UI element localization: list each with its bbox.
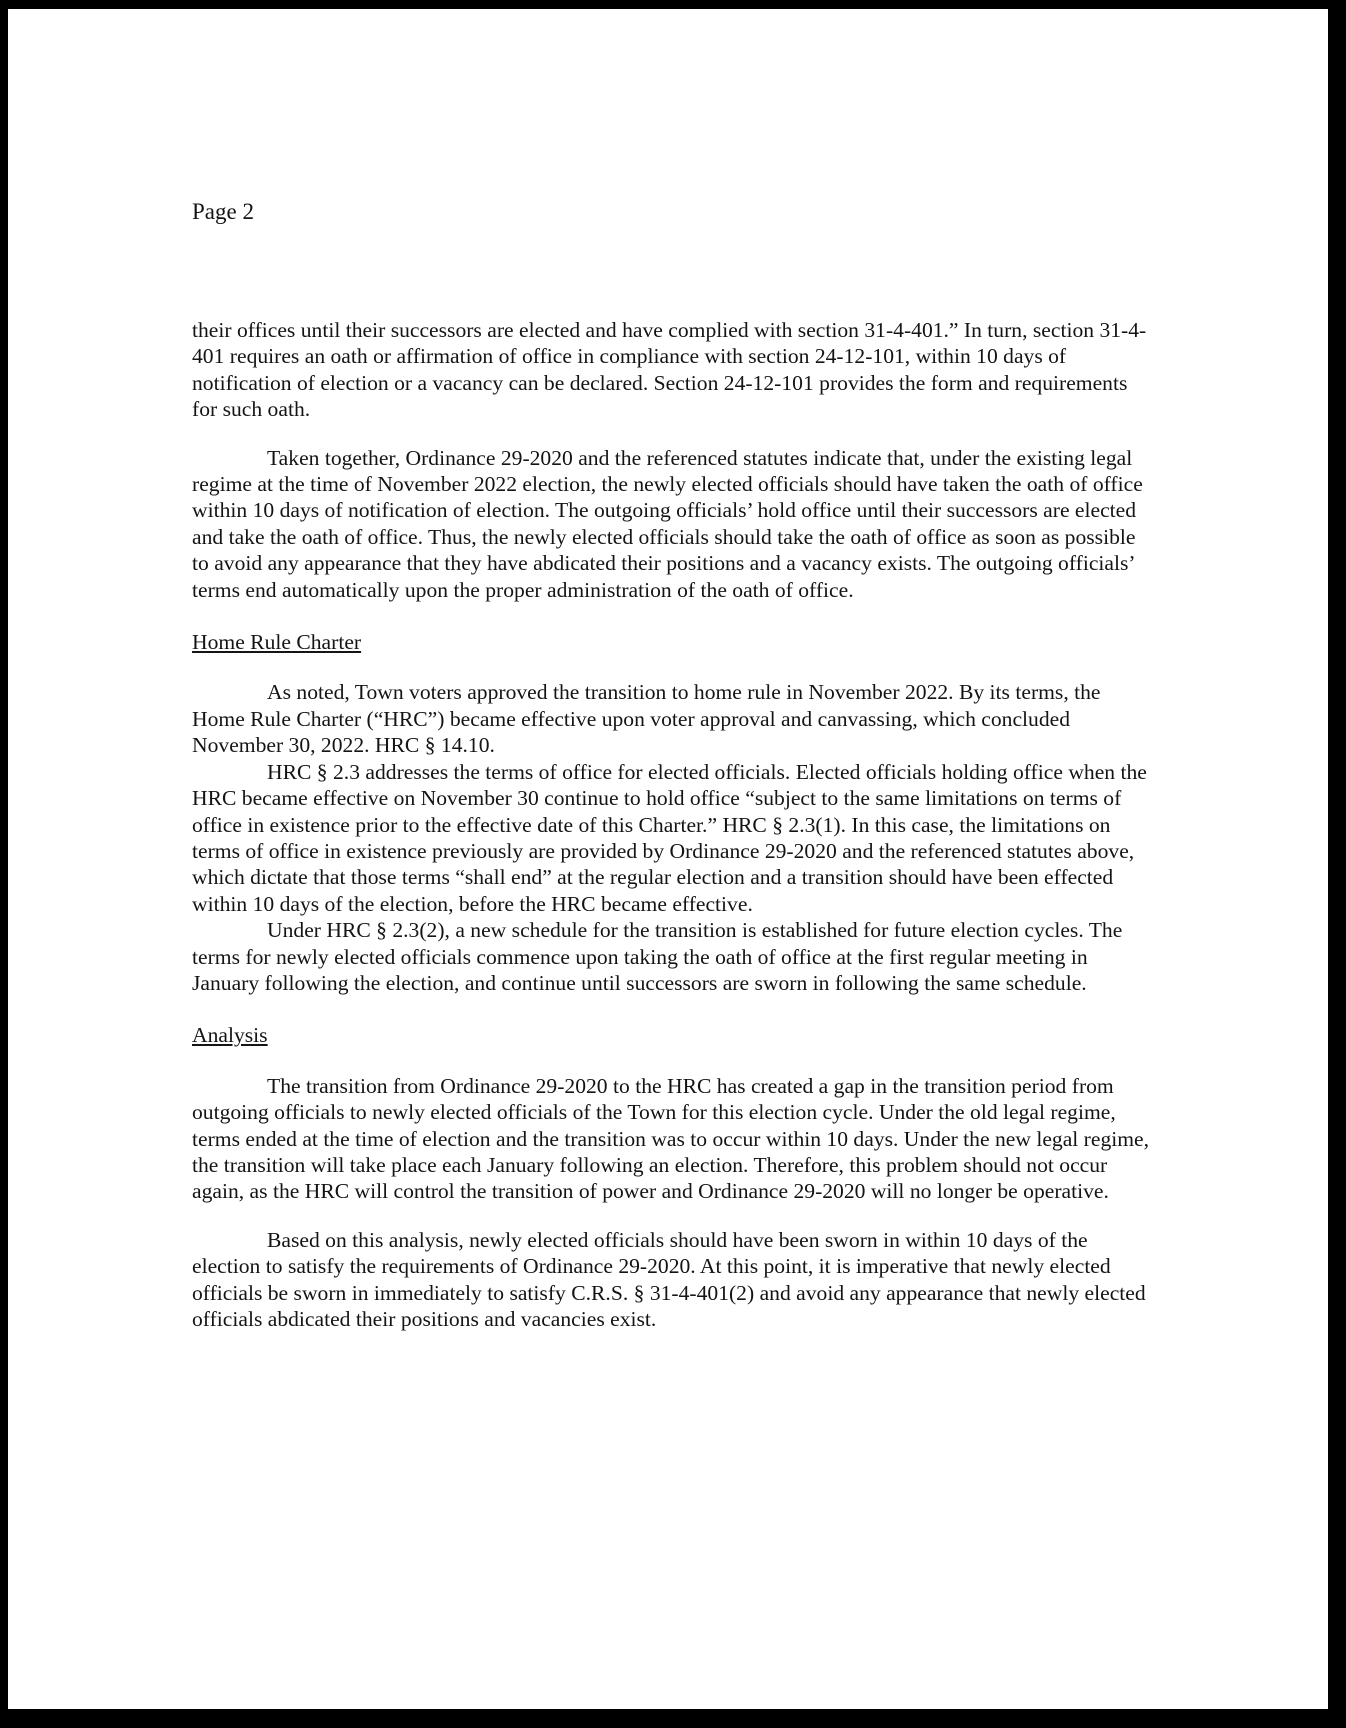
paragraph-oath-requirements: their offices until their successors are elected and have complied with section 31-4-401.” In turn, section 31-4-401 requires an oath or affirmation of office in compliance with section 24-12-101, within 10 days of notification of election or a vacancy can be declared. Section 24-12-101 provides the form and requirements for such oath. xyxy=(192,318,1147,422)
document-body xyxy=(192,317,1152,1332)
paragraph-transition-gap: The transition from Ordinance 29-2020 to the HRC has created a gap in the transition period from outgoing officials to newly elected officials of the Town for this election cycle. Under the old legal regime, terms ended at the time of election and the transition was to occur within 10 days. Under the new legal regime, the transition will take place each January following an election. Therefore, this problem should not occur again, as the HRC will control the transition of power and Ordinance 29-2020 will no longer be operative. xyxy=(192,1073,1150,1204)
paragraph-conclusion: Based on this analysis, newly elected officials should have been sworn in within 10 days of the election to satisfy the requirements of Ordinance 29-2020. At this point, it is imperative that newly elected officials be sworn in immediately to satisfy C.R.S. § 31-4-401(2) and avoid any appearance that newly elected officials abdicated their positions and vacancies exist. xyxy=(192,1227,1146,1331)
section-heading-analysis: Analysis xyxy=(192,1023,268,1048)
page-number: Page 2 xyxy=(192,199,254,224)
paragraph-home-rule-approval: As noted, Town voters approved the transition to home rule in November 2022. By its terms, the Home Rule Charter (“HRC”) became effective upon voter approval and canvassing, which concluded November 30, 2022. HRC § 14.10. xyxy=(192,680,1101,758)
document-page xyxy=(8,9,1328,1709)
paragraph-hrc-2-3-2: Under HRC § 2.3(2), a new schedule for the transition is established for future election cycles. The terms for newly elected officials commence upon taking the oath of office at the first regular meeting in January following the election, and continue until successors are sworn in following the same schedule. xyxy=(192,918,1123,995)
paragraph-hrc-2-3: HRC § 2.3 addresses the terms of office for elected officials. Elected officials holding office when the HRC became effective on November 30 continue to hold office “subject to the same limitations on terms of office in existence prior to the effective date of this Charter.” HRC § 2.3(1). In this case, the limitations on terms of office in existence previously are provided by Ordinance 29-2020 and the referenced statutes above, which dictate that those terms “shall end” at the regular election and a transition should have been effected within 10 days of the election, before the HRC became effective. xyxy=(192,759,1147,916)
paragraph-taken-together: Taken together, Ordinance 29-2020 and the referenced statutes indicate that, under the existing legal regime at the time of November 2022 election, the newly elected officials should have taken the oath of office within 10 days of notification of election. The outgoing officials’ hold office until their successors are elected and take the oath of office. Thus, the newly elected officials should take the oath of office as soon as possible to avoid any appearance that they have abdicated their positions and a vacancy exists. The outgoing officials’ terms end automatically upon the proper administration of the oath of office. xyxy=(192,445,1143,602)
section-heading-home-rule-charter: Home Rule Charter xyxy=(192,630,362,655)
